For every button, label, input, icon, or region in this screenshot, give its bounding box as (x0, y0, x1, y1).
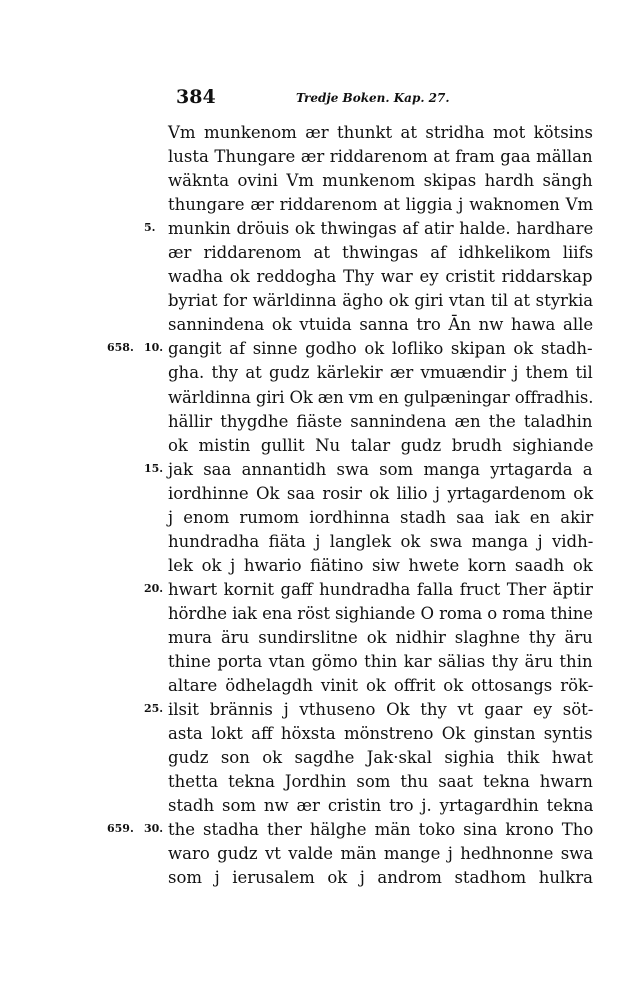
line-text: munkin dröuis ok thwingas af atir halde. hardhare (168, 219, 594, 239)
line-text: thine porta vtan gömo thin kar sälias thy äru thin (168, 652, 593, 672)
line-text: wäknta ovini Vm munkenom skipas hardh sängh (168, 171, 593, 191)
line-text: thungare ær riddarenom at liggia j waknomen Vm (168, 195, 594, 215)
text-line (0, 289, 632, 313)
text-line (0, 866, 632, 890)
line-text: lusta Thungare ær riddarenom at fram gaa mällan (168, 147, 593, 167)
line-number: 15. (144, 461, 164, 475)
line-number: 30. (144, 822, 164, 836)
line-text: hällir thygdhe fiäste sannindena æn the taladhin (168, 411, 593, 431)
text-line (0, 458, 632, 482)
line-text: ok mistin gullit Nu talar gudz brudh sighiande (168, 435, 594, 455)
line-text: gha. thy at gudz kärlekir ær vmuændir j them til (168, 363, 593, 383)
text-line (0, 794, 632, 818)
text-line (0, 410, 632, 434)
body-text (0, 121, 632, 891)
text-line (0, 698, 632, 722)
line-text: j enom rumom iordhinna stadh saa iak en akir (168, 507, 594, 527)
line-text: byriat for wärldinna ägho ok giri vtan til at styrkia (168, 291, 594, 311)
text-line (0, 337, 632, 361)
text-line (0, 554, 632, 578)
line-text: jak saa annantidh swa som manga yrtagarda a (168, 459, 593, 479)
line-text: stadh som nw ær cristin tro j. yrtagardhin tekna (168, 796, 594, 816)
line-text: som j ierusalem ok j androm stadhom hulkra (168, 868, 593, 888)
text-line (0, 145, 632, 169)
text-line (0, 602, 632, 626)
line-text: hördhe iak ena röst sighiande O roma o roma thine (168, 603, 593, 623)
page-header (172, 86, 592, 116)
line-text: ær riddarenom at thwingas af idhkelikom liifs (168, 243, 594, 263)
text-line (0, 386, 632, 410)
line-text: gangit af sinne godho ok lofliko skipan ok stadh- (168, 339, 593, 359)
text-line (0, 626, 632, 650)
text-line (0, 842, 632, 866)
text-line (0, 241, 632, 265)
line-text: hundradha fiäta j langlek ok swa manga j vidh- (168, 531, 594, 551)
text-line (0, 770, 632, 794)
page-number: 384 (176, 86, 216, 108)
text-line (0, 313, 632, 337)
line-text: mura äru sundirslitne ok nidhir slaghne thy äru (168, 627, 593, 647)
text-line (0, 530, 632, 554)
line-text: waro gudz vt valde män mange j hedhnonne swa (168, 844, 594, 864)
text-line (0, 818, 632, 842)
line-number: 20. (144, 581, 164, 595)
text-line (0, 482, 632, 506)
text-line (0, 193, 632, 217)
running-title: Tredje Boken. Kap. 27. (296, 91, 450, 105)
text-line (0, 722, 632, 746)
line-text: asta lokt aff höxsta mönstreno Ok ginstan syntis (168, 724, 593, 744)
line-text: iordhinne Ok saa rosir ok lilio j yrtagardenom ok (168, 483, 594, 503)
margin-reference: 659. (107, 822, 134, 836)
text-line (0, 265, 632, 289)
line-text: lek ok j hwario fiätino siw hwete korn saadh ok (168, 555, 593, 575)
line-text: wadha ok reddogha Thy war ey cristit riddarskap (168, 267, 593, 287)
margin-reference: 658. (107, 341, 134, 355)
text-line (0, 361, 632, 385)
text-line (0, 674, 632, 698)
text-line (0, 746, 632, 770)
line-number: 10. (144, 341, 164, 355)
line-text: thetta tekna Jordhin som thu saat tekna hwarn (168, 772, 593, 792)
line-text: ilsit brännis j vthuseno Ok thy vt gaar ey söt- (168, 700, 594, 720)
line-number: 25. (144, 702, 164, 716)
line-number: 5. (144, 221, 156, 235)
text-line (0, 217, 632, 241)
line-text: altare ödhelagdh vinit ok offrit ok ottosangs rök- (168, 676, 594, 696)
text-line (0, 434, 632, 458)
line-text: sannindena ok vtuida sanna tro Ān nw hawa alle (168, 315, 594, 335)
text-line (0, 169, 632, 193)
line-text: Vm munkenom ær thunkt at stridha mot kötsins (168, 123, 594, 142)
text-line (0, 121, 632, 145)
line-text: the stadha ther hälghe män toko sina krono Tho (168, 820, 594, 840)
line-text: wärldinna giri Ok æn vm en gulpæningar offradhis. (168, 387, 594, 407)
line-text: gudz son ok sagdhe Jak·skal sighia thik hwat (168, 748, 593, 768)
text-line (0, 578, 632, 602)
text-line (0, 650, 632, 674)
line-text: hwart kornit gaff hundradha falla fruct Ther äptir (168, 579, 593, 599)
text-line (0, 506, 632, 530)
